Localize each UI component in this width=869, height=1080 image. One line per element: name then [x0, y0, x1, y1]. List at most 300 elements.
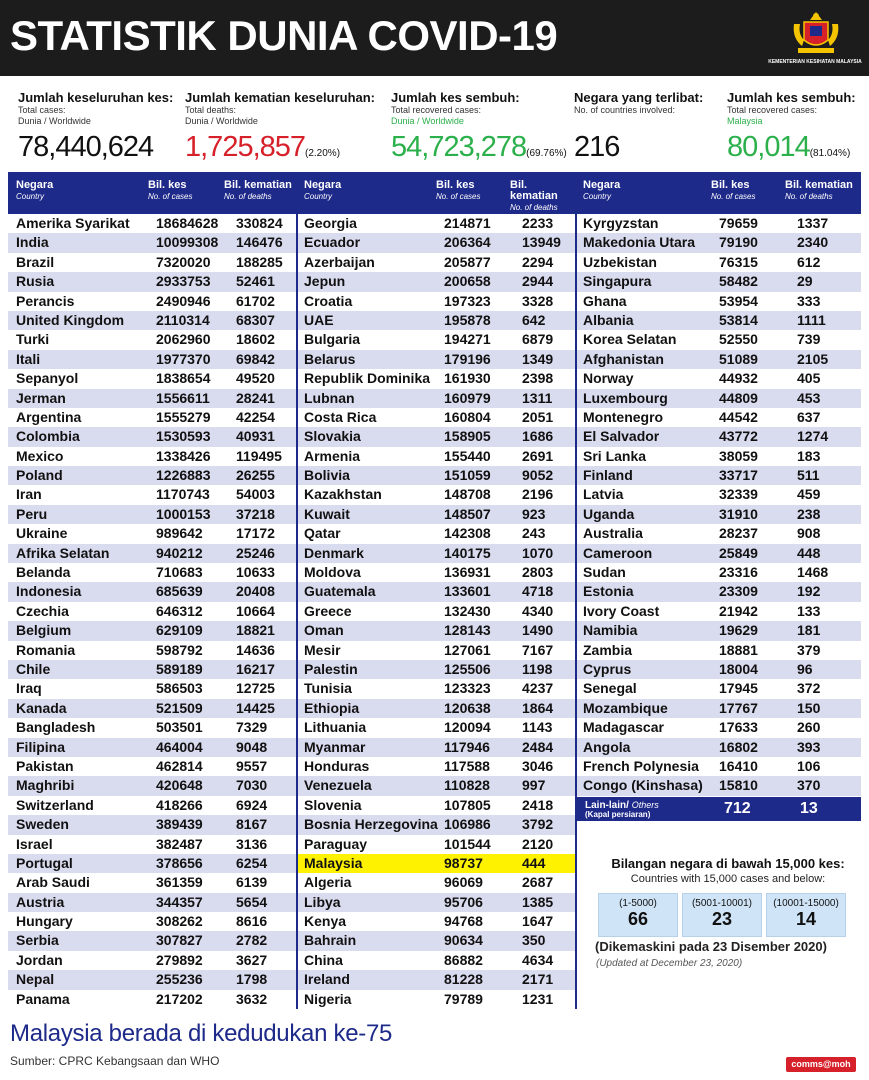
stat-percent: (69.76%) — [526, 148, 567, 159]
death-count: 9557 — [236, 757, 268, 774]
death-count: 13949 — [522, 234, 561, 251]
death-count: 6139 — [236, 874, 268, 891]
country-name: Kazakhstan — [304, 486, 382, 503]
country-name: Cameroon — [583, 544, 653, 561]
stat-percent: (2.20%) — [305, 148, 341, 159]
death-count: 9052 — [522, 467, 554, 484]
death-count: 637 — [797, 408, 821, 425]
table-row — [298, 893, 575, 912]
table-row — [577, 427, 861, 446]
case-count: 160804 — [444, 408, 491, 425]
country-name: Slovenia — [304, 796, 362, 813]
case-count: 160979 — [444, 389, 491, 406]
country-name: Estonia — [583, 583, 634, 600]
country-name: Oman — [304, 622, 344, 639]
country-name: Albania — [583, 311, 634, 328]
table-row — [298, 660, 575, 679]
country-name: Namibia — [583, 622, 638, 639]
death-count: 372 — [797, 680, 821, 697]
table-row — [298, 602, 575, 621]
stat-total-cases — [18, 90, 173, 164]
table-row — [8, 544, 296, 563]
case-count: 43772 — [719, 428, 758, 445]
table-row — [8, 660, 296, 679]
table-row — [298, 582, 575, 601]
death-count: 18821 — [236, 622, 275, 639]
country-name: United Kingdom — [16, 311, 125, 328]
table-row — [8, 582, 296, 601]
case-count: 107805 — [444, 796, 491, 813]
country-name: Bangladesh — [16, 719, 96, 736]
stat-label: Negara yang terlibat: — [574, 90, 704, 105]
range-label: (1-5000) — [619, 898, 657, 909]
death-count: 350 — [522, 932, 546, 949]
country-table-col-3 — [577, 172, 861, 796]
table-row — [298, 873, 575, 892]
death-count: 448 — [797, 544, 821, 561]
header-deaths-label: Bil. kematian — [785, 179, 853, 191]
death-count: 2687 — [522, 874, 554, 891]
case-count: 123323 — [444, 680, 491, 697]
case-count: 51089 — [719, 350, 758, 367]
death-count: 2051 — [522, 408, 554, 425]
table-row — [8, 970, 296, 989]
case-count: 205877 — [444, 253, 491, 270]
others-row — [577, 797, 861, 821]
stat-percent: (81.04%) — [809, 148, 851, 159]
case-count: 382487 — [156, 835, 203, 852]
country-name: Bolivia — [304, 467, 350, 484]
country-name: Finland — [583, 467, 633, 484]
table-row — [8, 815, 296, 834]
country-name: Perancis — [16, 292, 75, 309]
case-count: 151059 — [444, 467, 491, 484]
death-count: 10664 — [236, 602, 275, 619]
country-name: Iran — [16, 486, 42, 503]
country-name: Venezuela — [304, 777, 372, 794]
death-count: 1864 — [522, 699, 554, 716]
country-name: Panama — [16, 990, 70, 1007]
table-row — [577, 641, 861, 660]
death-count: 2782 — [236, 932, 268, 949]
country-name: Chile — [16, 660, 51, 677]
country-name: Bahrain — [304, 932, 357, 949]
case-count: 2062960 — [156, 331, 211, 348]
table-row — [8, 738, 296, 757]
table-row — [577, 718, 861, 737]
death-count: 3328 — [522, 292, 554, 309]
header-cases — [436, 180, 480, 202]
case-count: 1170743 — [156, 486, 210, 503]
case-count: 1838654 — [156, 370, 211, 387]
country-name: Poland — [16, 467, 63, 484]
country-name: Slovakia — [304, 428, 361, 445]
death-count: 14425 — [236, 699, 275, 716]
table-row — [8, 311, 296, 330]
country-name: China — [304, 951, 343, 968]
country-name: Lubnan — [304, 389, 355, 406]
case-count: 589189 — [156, 660, 203, 677]
header-cases-label: Bil. kes — [148, 179, 187, 191]
others-note: (Kapal persiaran) — [585, 810, 651, 819]
death-count: 133 — [797, 602, 821, 619]
stat-scope: Dunia / Worldwide — [185, 116, 258, 126]
case-count: 194271 — [444, 331, 491, 348]
country-name: Armenia — [304, 447, 361, 464]
country-name: Serbia — [16, 932, 59, 949]
case-count: 31910 — [719, 505, 758, 522]
case-count: 21942 — [719, 602, 758, 619]
table-row — [577, 582, 861, 601]
country-name: Mesir — [304, 641, 341, 658]
case-count: 23309 — [719, 583, 758, 600]
table-row — [298, 815, 575, 834]
death-count: 3046 — [522, 757, 554, 774]
country-name: Australia — [583, 525, 643, 542]
table-row — [8, 447, 296, 466]
country-name: Mozambique — [583, 699, 668, 716]
death-count: 188285 — [236, 253, 283, 270]
table-row — [8, 369, 296, 388]
header-deaths — [224, 180, 292, 202]
header-deaths-label: Bil. kematian — [510, 179, 558, 202]
table-row — [8, 699, 296, 718]
death-count: 908 — [797, 525, 821, 542]
country-name: Denmark — [304, 544, 364, 561]
table-row — [298, 253, 575, 272]
table-row — [577, 776, 861, 795]
range-label: (10001-15000) — [773, 898, 839, 909]
country-name: Myanmar — [304, 738, 366, 755]
table-row — [298, 990, 575, 1009]
header-cases-label: Bil. kes — [711, 179, 750, 191]
case-count: 44542 — [719, 408, 758, 425]
case-count: 32339 — [719, 486, 758, 503]
death-count: 96 — [797, 660, 813, 677]
table-row — [298, 505, 575, 524]
header-deaths-label-en: No. of deaths — [510, 203, 558, 212]
case-count: 127061 — [444, 641, 491, 658]
case-count: 76315 — [719, 253, 758, 270]
country-name: Senegal — [583, 680, 637, 697]
death-count: 2484 — [522, 738, 554, 755]
small-countries-panel — [593, 856, 863, 937]
table-row — [577, 311, 861, 330]
table-row — [577, 214, 861, 233]
country-name: Belgium — [16, 622, 72, 639]
death-count: 68307 — [236, 311, 275, 328]
case-count: 521509 — [156, 699, 203, 716]
stat-sub: Total recovered cases: — [391, 105, 482, 115]
death-count: 1798 — [236, 971, 268, 988]
death-count: 69842 — [236, 350, 275, 367]
case-count: 989642 — [156, 525, 203, 542]
death-count: 4340 — [522, 602, 554, 619]
header-deaths-label-en: No. of deaths — [785, 192, 833, 201]
death-count: 28241 — [236, 389, 275, 406]
country-name: Croatia — [304, 292, 353, 309]
death-count: 61702 — [236, 292, 275, 309]
case-count: 255236 — [156, 971, 203, 988]
death-count: 8616 — [236, 913, 268, 930]
panel-title: Bilangan negara di bawah 15,000 kes: — [611, 856, 845, 871]
death-count: 106 — [797, 757, 821, 774]
country-name: Ghana — [583, 292, 627, 309]
death-count: 40931 — [236, 428, 275, 445]
case-count: 38059 — [719, 447, 758, 464]
country-name: UAE — [304, 311, 334, 328]
country-name: Paraguay — [304, 835, 368, 852]
country-name: Qatar — [304, 525, 341, 542]
table-row — [8, 214, 296, 233]
case-count: 503501 — [156, 719, 203, 736]
table-row — [8, 718, 296, 737]
country-name: Moldova — [304, 564, 361, 581]
table-row — [298, 524, 575, 543]
case-count: 120094 — [444, 719, 491, 736]
death-count: 997 — [522, 777, 546, 794]
table-row — [298, 796, 575, 815]
table-row — [577, 563, 861, 582]
stat-scope: Malaysia — [727, 116, 763, 126]
case-count: 378656 — [156, 854, 203, 871]
table-row — [298, 272, 575, 291]
death-count: 52461 — [236, 273, 275, 290]
stat-recovered-malaysia — [727, 90, 856, 164]
country-name: Belarus — [304, 350, 356, 367]
range-count: 23 — [711, 909, 733, 929]
case-count: 117588 — [444, 757, 490, 774]
table-row — [298, 757, 575, 776]
case-count: 106986 — [444, 816, 491, 833]
case-count: 79659 — [719, 215, 758, 231]
header-country-label-en: Country — [304, 192, 333, 201]
table-row — [8, 835, 296, 854]
range-count: 14 — [795, 909, 817, 929]
header-bar — [0, 0, 869, 76]
country-name: Mexico — [16, 447, 64, 464]
case-count: 462814 — [156, 757, 203, 774]
table-row — [298, 835, 575, 854]
country-name: Indonesia — [16, 583, 82, 600]
table-row — [8, 408, 296, 427]
table-row — [298, 951, 575, 970]
case-count: 1977370 — [156, 350, 211, 367]
stat-label: Jumlah kes sembuh: — [727, 90, 856, 105]
death-count: 2418 — [522, 796, 554, 813]
malaysia-rank: Malaysia berada di kedudukan ke-75 — [10, 1020, 393, 1047]
case-count: 15810 — [719, 777, 758, 794]
header-country-label: Negara — [583, 179, 621, 191]
case-count: 420648 — [156, 777, 203, 794]
country-name: Jordan — [16, 951, 63, 968]
death-count: 2120 — [522, 835, 554, 852]
header-country-label: Negara — [304, 179, 342, 191]
country-name: Guatemala — [304, 583, 376, 600]
country-name: Palestin — [304, 660, 358, 677]
stat-scope: Dunia / Worldwide — [18, 116, 91, 126]
case-count: 86882 — [444, 951, 483, 968]
table-row — [577, 544, 861, 563]
table-row — [577, 660, 861, 679]
country-name: Afghanistan — [583, 350, 664, 367]
death-count: 9048 — [236, 738, 268, 755]
table-row — [8, 951, 296, 970]
country-name: Romania — [16, 641, 76, 658]
death-count: 260 — [797, 719, 821, 736]
table-row — [298, 641, 575, 660]
table-row — [577, 602, 861, 621]
table-row — [8, 641, 296, 660]
case-count: 307827 — [156, 932, 203, 949]
death-count: 2294 — [522, 253, 554, 270]
table-row — [8, 427, 296, 446]
others-label-ms: Lain-lain/ — [585, 800, 629, 811]
table-row — [298, 330, 575, 349]
table-row — [298, 679, 575, 698]
table-row — [8, 389, 296, 408]
death-count: 3792 — [522, 816, 554, 833]
death-count: 3136 — [236, 835, 268, 852]
stat-sub: No. of countries involved: — [574, 105, 676, 115]
stat-sub: Total cases: — [18, 105, 66, 115]
table-row — [298, 970, 575, 989]
death-count: 37218 — [236, 505, 275, 522]
country-name: Pakistan — [16, 757, 74, 774]
case-count: 464004 — [156, 738, 203, 755]
header-cases-label-en: No. of cases — [148, 192, 193, 201]
table-row — [298, 233, 575, 252]
header-country-label-en: Country — [583, 192, 612, 201]
country-name: Rusia — [16, 273, 55, 290]
table-row — [577, 466, 861, 485]
death-count: 1070 — [522, 544, 554, 561]
case-count: 586503 — [156, 680, 203, 697]
death-count: 243 — [522, 525, 546, 542]
death-count: 1111 — [797, 311, 826, 328]
death-count: 739 — [797, 331, 821, 348]
table-row — [577, 253, 861, 272]
table-row — [298, 738, 575, 757]
case-count: 25849 — [719, 544, 758, 561]
country-name: Republik Dominika — [304, 370, 431, 387]
case-count: 1555279 — [156, 408, 211, 425]
updated-date: (Dikemaskini pada 23 Disember 2020) — [595, 939, 827, 954]
case-count: 18684628 — [156, 215, 219, 231]
stat-value: 78,440,624 — [18, 131, 154, 163]
death-count: 2233 — [522, 215, 554, 231]
table-row — [8, 796, 296, 815]
death-count: 3627 — [236, 951, 268, 968]
table-row — [8, 233, 296, 252]
stat-value: 54,723,278 — [391, 131, 527, 163]
table-row — [8, 485, 296, 504]
country-name: Itali — [16, 350, 41, 367]
country-name: Ecuador — [304, 234, 361, 251]
case-count: 95706 — [444, 893, 483, 910]
table-row — [577, 447, 861, 466]
table-row — [8, 350, 296, 369]
death-count: 642 — [522, 311, 546, 328]
table-row — [298, 931, 575, 950]
table-row — [298, 912, 575, 931]
country-name: French Polynesia — [583, 757, 699, 774]
country-name: Nepal — [16, 971, 55, 988]
country-name: Azerbaijan — [304, 253, 375, 270]
death-count: 12725 — [236, 680, 275, 697]
table-row — [298, 544, 575, 563]
country-name: Montenegro — [583, 408, 664, 425]
case-count: 28237 — [719, 525, 758, 542]
case-count: 18881 — [719, 641, 758, 658]
death-count: 2398 — [522, 370, 554, 387]
country-name: Georgia — [304, 215, 357, 231]
death-count: 150 — [797, 699, 821, 716]
header-deaths — [785, 180, 853, 202]
country-name: Sweden — [16, 816, 69, 833]
country-name: Czechia — [16, 602, 69, 619]
death-count: 6924 — [236, 796, 268, 813]
death-count: 330824 — [236, 215, 283, 231]
table-row — [577, 350, 861, 369]
death-count: 7030 — [236, 777, 268, 794]
death-count: 6879 — [522, 331, 554, 348]
death-count: 511 — [797, 467, 820, 484]
table-row — [8, 757, 296, 776]
country-name: Lithuania — [304, 719, 367, 736]
death-count: 7329 — [236, 719, 268, 736]
country-name: Uganda — [583, 505, 635, 522]
country-name: Ukraine — [16, 525, 68, 542]
country-name: Kyrgyzstan — [583, 215, 659, 231]
table-row — [298, 214, 575, 233]
country-name: Peru — [16, 505, 48, 522]
country-name: Sudan — [583, 564, 626, 581]
header-deaths-label: Bil. kematian — [224, 179, 292, 191]
death-count: 10633 — [236, 564, 275, 581]
case-count: 98737 — [444, 854, 483, 871]
country-name: Ireland — [304, 971, 350, 988]
country-name: Filipina — [16, 738, 65, 755]
header-country — [304, 180, 341, 202]
country-name: Bulgaria — [304, 331, 361, 348]
table-row — [298, 408, 575, 427]
case-count: 361359 — [156, 874, 203, 891]
country-name: Hungary — [16, 913, 73, 930]
case-count: 214871 — [444, 215, 491, 231]
death-count: 26255 — [236, 467, 275, 484]
death-count: 2196 — [522, 486, 554, 503]
range-label: (5001-10001) — [691, 898, 753, 909]
country-table-col-1 — [8, 172, 298, 1009]
death-count: 1490 — [522, 622, 554, 639]
death-count: 379 — [797, 641, 821, 658]
table-row — [298, 485, 575, 504]
country-name: Congo (Kinshasa) — [583, 777, 703, 794]
case-count: 79190 — [719, 234, 758, 251]
header-country — [16, 180, 53, 202]
stat-scope: Dunia / Worldwide — [391, 116, 464, 126]
case-count: 133601 — [444, 583, 491, 600]
death-count: 1198 — [522, 660, 553, 677]
table-row — [298, 776, 575, 795]
stat-label: Jumlah kes sembuh: — [391, 90, 520, 105]
case-count: 344357 — [156, 893, 203, 910]
case-count: 1226883 — [156, 467, 211, 484]
case-count: 53954 — [719, 292, 758, 309]
table-row — [577, 679, 861, 698]
table-row — [8, 854, 296, 873]
